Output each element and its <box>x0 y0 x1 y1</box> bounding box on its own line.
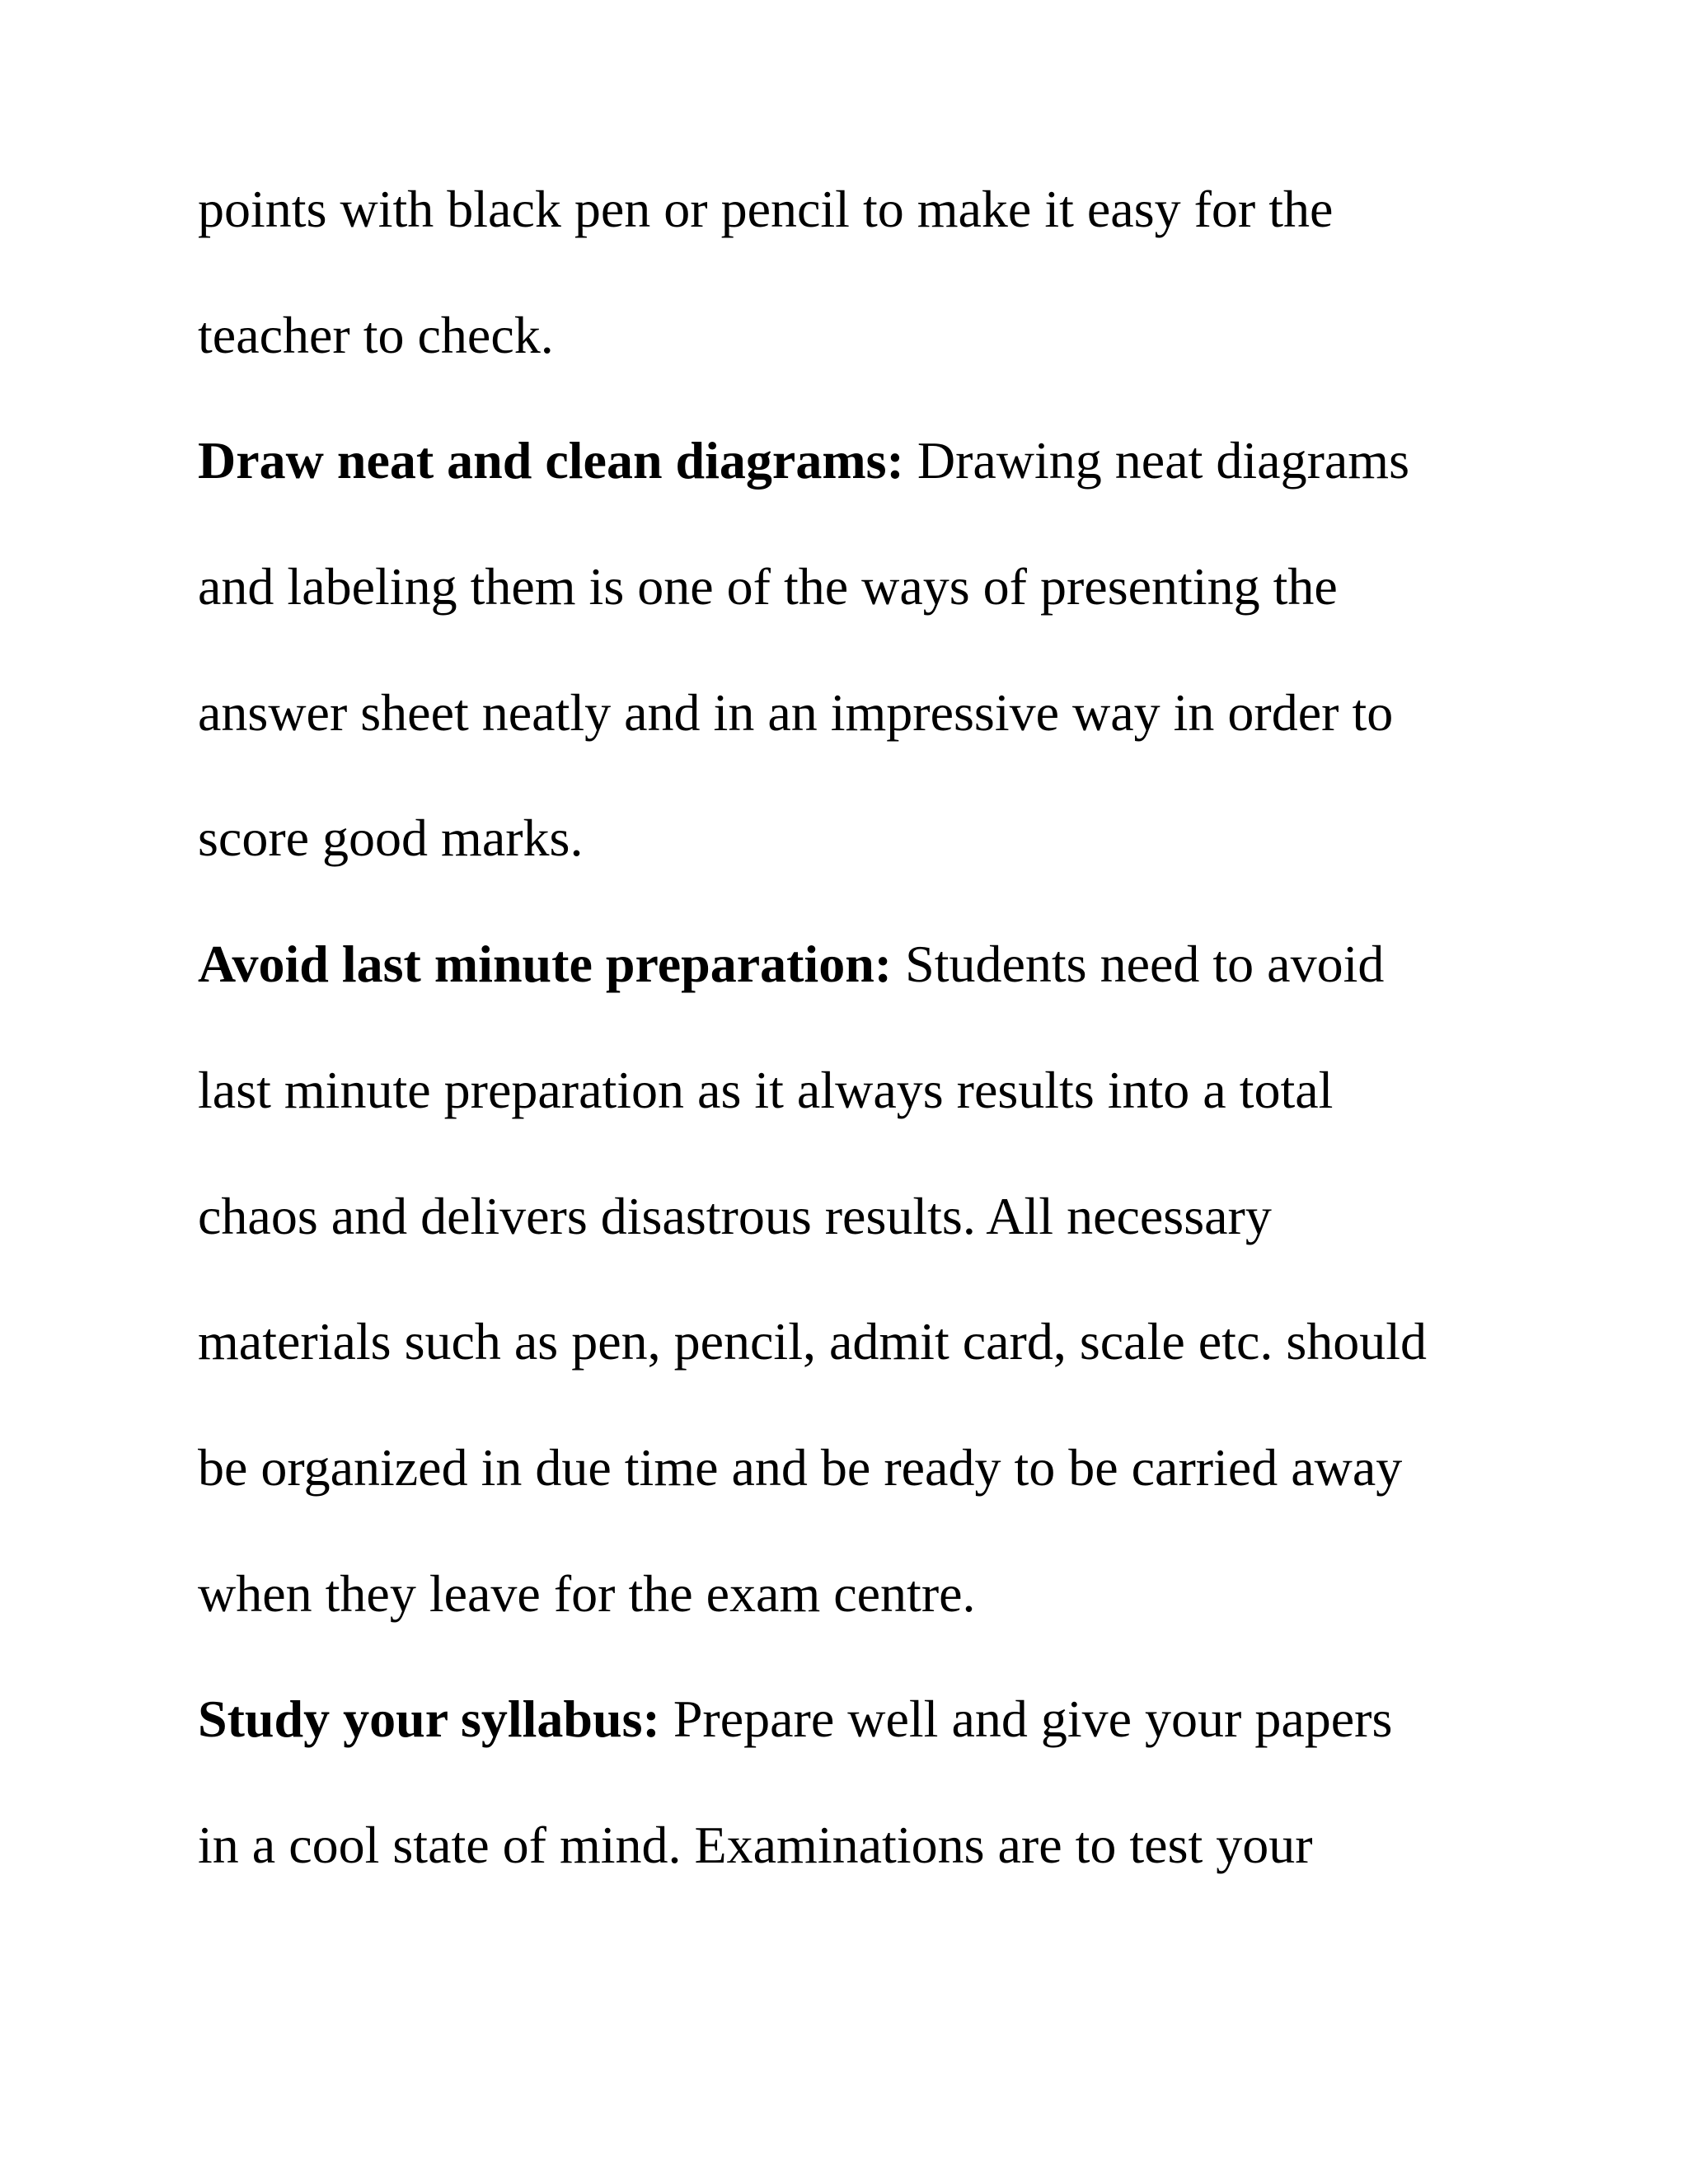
text-line <box>198 306 1533 432</box>
line-text: chaos and delivers disastrous results. All necessary <box>198 1186 1272 1245</box>
body-text <box>198 180 1533 1942</box>
text-line <box>198 1564 1533 1690</box>
text-line <box>198 1816 1533 1942</box>
text-line <box>198 1690 1533 1816</box>
text-line <box>198 1312 1533 1438</box>
heading-study-syllabus: Study your syllabus: <box>198 1690 660 1749</box>
line-text: points with black pen or pencil to make it easy for the <box>198 180 1334 238</box>
line-text: score good marks. <box>198 808 584 868</box>
text-line <box>198 180 1533 306</box>
heading-draw-diagrams: Draw neat and clean diagrams: <box>198 431 904 490</box>
text-line <box>198 1187 1533 1313</box>
text-line <box>198 557 1533 683</box>
line-text: Drawing neat diagrams <box>903 431 1409 490</box>
line-text: Students need to avoid <box>892 935 1385 994</box>
line-text: last minute preparation as it always results into a total <box>198 1060 1334 1119</box>
line-text: answer sheet neatly and in an impressive way in order to <box>198 682 1394 742</box>
text-line <box>198 683 1533 809</box>
line-text: when they leave for the exam centre. <box>198 1563 976 1623</box>
text-line <box>198 1438 1533 1564</box>
line-text: Prepare well and give your papers <box>659 1690 1393 1749</box>
text-line <box>198 808 1533 935</box>
line-text: be organized in due time and be ready to be carried away <box>198 1437 1403 1497</box>
text-line <box>198 1061 1533 1187</box>
line-text: in a cool state of mind. Examinations are to test your <box>198 1815 1313 1874</box>
line-text: teacher to check. <box>198 305 554 364</box>
text-line <box>198 431 1533 557</box>
heading-avoid-last-minute: Avoid last minute preparation: <box>198 935 893 994</box>
line-text: materials such as pen, pencil, admit card, scale etc. should <box>198 1312 1428 1371</box>
line-text: and labeling them is one of the ways of presenting the <box>198 557 1338 616</box>
text-line <box>198 935 1533 1061</box>
